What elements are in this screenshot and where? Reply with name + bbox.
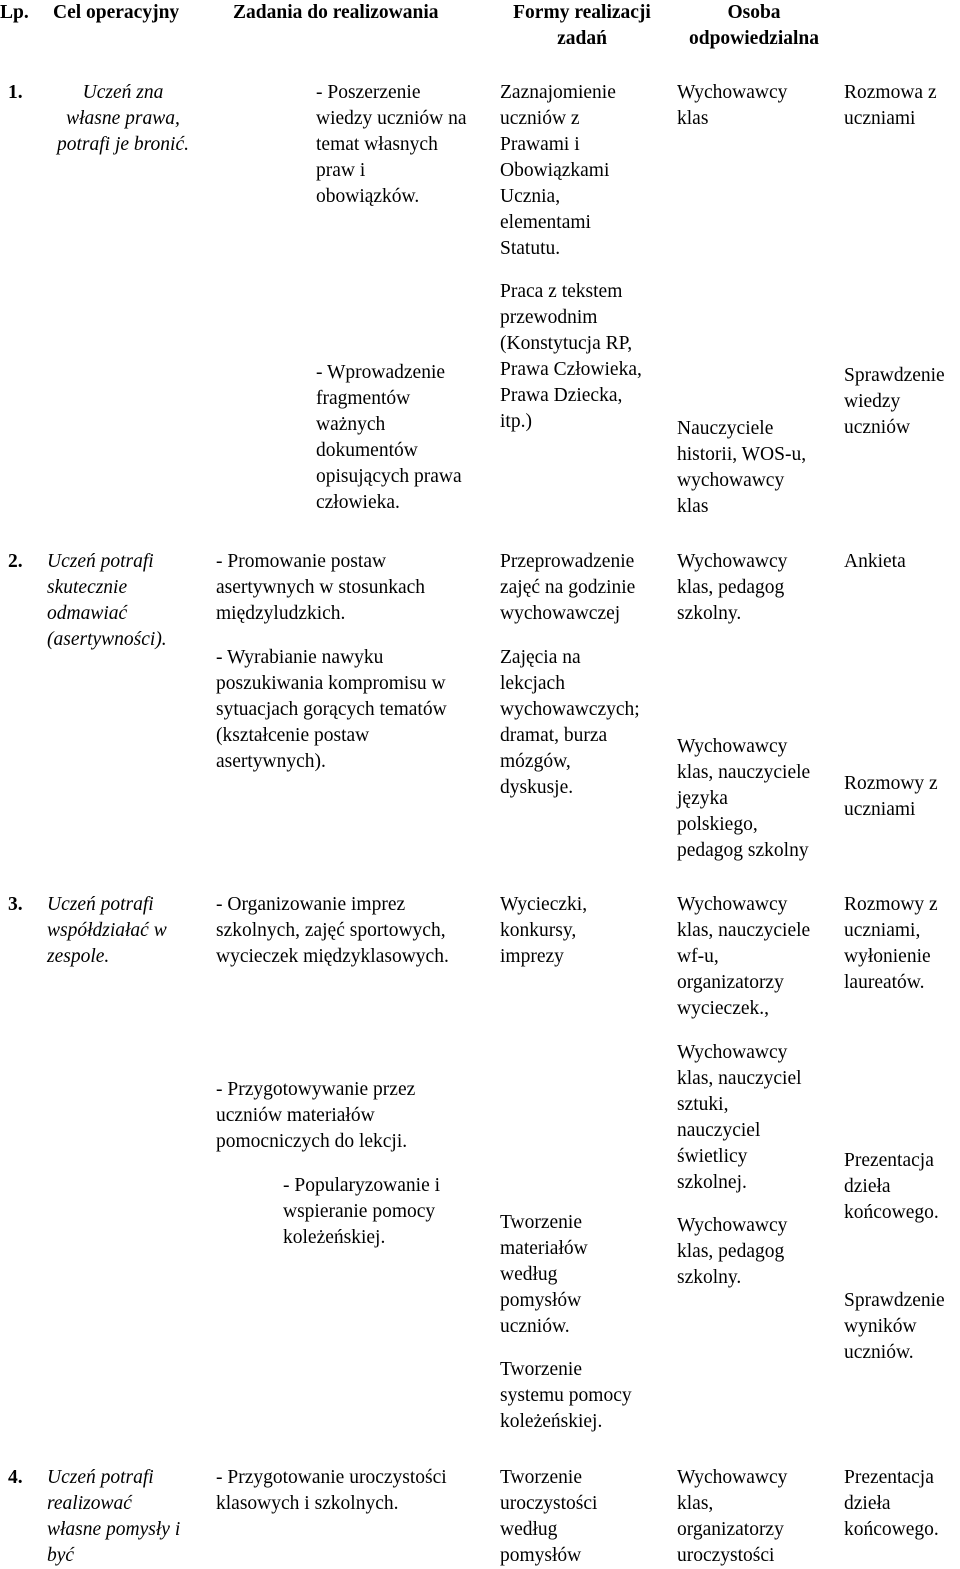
- row-3-form-2: Tworzenie materiałów według pomysłów uczniów.: [500, 1212, 588, 1337]
- row-4-evaluation-1: Prezentacja dzieła końcowego.: [844, 1467, 939, 1540]
- header-goal: Cel operacyjny: [53, 2, 180, 23]
- row-2-goal: Uczeń potrafi skutecznie odmawiać (asertywności).: [47, 551, 167, 650]
- row-2-form-1: Przeprowadzenie zajęć na godzinie wychowawczej: [500, 551, 636, 624]
- header-person: Osoba odpowiedzialna: [688, 2, 820, 49]
- row-4-goal: Uczeń potrafi realizować własne pomysły i być: [47, 1467, 181, 1566]
- row-2-task-2: - Wyrabianie nawyku poszukiwania kompromisu w sytuacjach gorących tematów (kształcenie postaw asertywnych).: [216, 647, 447, 772]
- row-3-person-1: Wychowawcy klas, nauczyciele wf-u, organizatorzy wycieczek.,: [677, 894, 811, 1019]
- row-1-person-1: Wychowawcy klas: [677, 82, 788, 129]
- row-4-person-1: Wychowawcy klas, organizatorzy uroczystości: [677, 1467, 788, 1566]
- header-lp: Lp.: [0, 2, 29, 23]
- row-3-task-1: - Organizowanie imprez szkolnych, zajęć sportowych, wycieczek międzyklasowych.: [216, 894, 449, 967]
- row-4-task-1: - Przygotowanie uroczystości klasowych i szkolnych.: [216, 1467, 447, 1514]
- row-3-form-1: Wycieczki, konkursy, imprezy: [500, 894, 588, 967]
- row-1-form-2: Praca z tekstem przewodnim (Konstytucja RP, Prawa Człowieka, Prawa Dziecka, itp.): [500, 281, 642, 432]
- row-3-evaluation-2: Prezentacja dzieła końcowego.: [844, 1150, 939, 1223]
- row-3-task-3: - Popularyzowanie i wspieranie pomocy koleżeńskiej.: [283, 1175, 441, 1248]
- row-2-evaluation-2: Rozmowy z uczniami: [844, 773, 938, 820]
- row-3-form-3: Tworzenie systemu pomocy koleżeńskiej.: [500, 1359, 632, 1432]
- row-1-evaluation-2: Sprawdzenie wiedzy uczniów: [844, 365, 945, 438]
- row-3-task-2: - Przygotowywanie przez uczniów materiałów pomocniczych do lekcji.: [216, 1079, 416, 1152]
- row-2-person-1: Wychowawcy klas, pedagog szkolny.: [677, 551, 788, 624]
- row-2-form-2: Zajęcia na lekcjach wychowawczych; dramat, burza mózgów, dyskusje.: [500, 647, 640, 798]
- row-1-evaluation-1: Rozmowa z uczniami: [844, 82, 937, 129]
- row-3-number: 3.: [8, 894, 23, 915]
- row-2-evaluation-1: Ankieta: [844, 551, 906, 572]
- row-1-task-1: - Poszerzenie wiedzy uczniów na temat własnych praw i obowiązków.: [316, 82, 467, 207]
- row-4-form-1: Tworzenie uroczystości według pomysłów: [500, 1467, 598, 1566]
- row-3-goal: Uczeń potrafi współdziałać w zespole.: [47, 894, 167, 967]
- row-3-evaluation-1: Rozmowy z uczniami, wyłonienie laureatów.: [844, 894, 938, 993]
- row-1-person-2: Nauczyciele historii, WOS-u, wychowawcy klas: [677, 418, 807, 517]
- row-4-number: 4.: [8, 1467, 23, 1488]
- row-1-form-1: Zaznajomienie uczniów z Prawami i Obowiązkami Ucznia, elementami Statutu.: [500, 82, 616, 259]
- row-3-evaluation-3: Sprawdzenie wyników uczniów.: [844, 1290, 945, 1363]
- row-1-number: 1.: [8, 82, 23, 103]
- row-1-goal: Uczeń zna własne prawa, potrafi je bronić.: [57, 82, 189, 155]
- row-3-person-2: Wychowawcy klas, nauczyciel sztuki, nauczyciel świetlicy szkolnej.: [677, 1042, 802, 1193]
- row-1-task-2: - Wprowadzenie fragmentów ważnych dokumentów opisujących prawa człowieka.: [316, 362, 462, 513]
- row-3-person-3: Wychowawcy klas, pedagog szkolny.: [677, 1215, 788, 1288]
- row-2-task-1: - Promowanie postaw asertywnych w stosunkach międzyludzkich.: [216, 551, 426, 624]
- header-tasks: Zadania do realizowania: [233, 2, 439, 23]
- row-2-number: 2.: [8, 551, 23, 572]
- header-forms: Formy realizacji zadań: [513, 2, 651, 49]
- row-2-person-2: Wychowawcy klas, nauczyciele języka polskiego, pedagog szkolny: [677, 736, 811, 861]
